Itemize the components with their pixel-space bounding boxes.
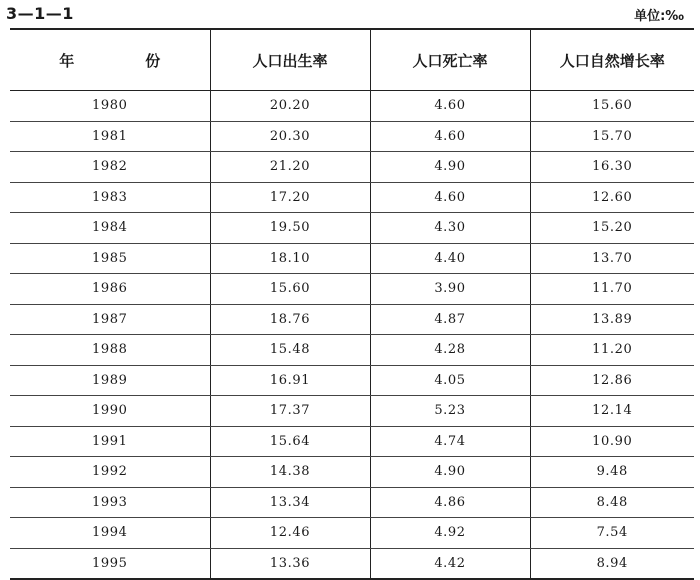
table-row <box>10 243 694 274</box>
year-cell: 1993 <box>10 487 210 518</box>
table-row <box>10 152 694 183</box>
death-rate-cell: 4.87 <box>370 304 530 335</box>
year-cell: 1990 <box>10 396 210 427</box>
table-row <box>10 304 694 335</box>
birth-rate-cell: 14.38 <box>210 457 370 488</box>
year-cell: 1980 <box>10 91 210 122</box>
natural-growth-rate-cell: 12.14 <box>530 396 694 427</box>
year-cell: 1989 <box>10 365 210 396</box>
birth-rate-cell: 17.20 <box>210 182 370 213</box>
death-rate-cell: 4.30 <box>370 213 530 244</box>
death-rate-cell: 4.28 <box>370 335 530 366</box>
birth-rate-cell: 21.20 <box>210 152 370 183</box>
table-row <box>10 91 694 122</box>
birth-rate-cell: 20.30 <box>210 121 370 152</box>
unit-label: 单位:‰ <box>634 9 684 24</box>
table-header <box>10 29 694 91</box>
birth-rate-cell: 18.76 <box>210 304 370 335</box>
death-rate-cell: 4.42 <box>370 548 530 579</box>
year-cell: 1982 <box>10 152 210 183</box>
death-rate-cell: 4.90 <box>370 457 530 488</box>
table-row <box>10 457 694 488</box>
table-row <box>10 548 694 579</box>
table-row <box>10 182 694 213</box>
table-row <box>10 487 694 518</box>
natural-growth-rate-cell: 7.54 <box>530 518 694 549</box>
natural-growth-rate-cell: 11.70 <box>530 274 694 305</box>
header-row <box>10 29 694 91</box>
birth-rate-cell: 20.20 <box>210 91 370 122</box>
year-cell: 1984 <box>10 213 210 244</box>
natural-growth-rate-cell: 12.86 <box>530 365 694 396</box>
table-number: 3—1—1 <box>6 4 74 23</box>
death-rate-cell: 4.60 <box>370 91 530 122</box>
death-rate-cell: 4.86 <box>370 487 530 518</box>
natural-growth-rate-cell: 12.60 <box>530 182 694 213</box>
year-cell: 1986 <box>10 274 210 305</box>
header-death-rate: 人口死亡率 <box>370 29 530 91</box>
birth-rate-cell: 13.36 <box>210 548 370 579</box>
natural-growth-rate-cell: 15.70 <box>530 121 694 152</box>
death-rate-cell: 3.90 <box>370 274 530 305</box>
death-rate-cell: 4.92 <box>370 518 530 549</box>
year-cell: 1991 <box>10 426 210 457</box>
natural-growth-rate-cell: 15.60 <box>530 91 694 122</box>
natural-growth-rate-cell: 15.20 <box>530 213 694 244</box>
year-cell: 1983 <box>10 182 210 213</box>
birth-rate-cell: 15.48 <box>210 335 370 366</box>
natural-growth-rate-cell: 8.94 <box>530 548 694 579</box>
birth-rate-cell: 19.50 <box>210 213 370 244</box>
table-row <box>10 121 694 152</box>
header-natural-growth-rate: 人口自然增长率 <box>530 29 694 91</box>
year-cell: 1985 <box>10 243 210 274</box>
table-row <box>10 365 694 396</box>
birth-rate-cell: 17.37 <box>210 396 370 427</box>
birth-rate-cell: 15.60 <box>210 274 370 305</box>
table-row <box>10 213 694 244</box>
year-cell: 1981 <box>10 121 210 152</box>
table-row <box>10 396 694 427</box>
natural-growth-rate-cell: 10.90 <box>530 426 694 457</box>
population-rate-table <box>10 28 694 580</box>
year-cell: 1994 <box>10 518 210 549</box>
death-rate-cell: 4.60 <box>370 121 530 152</box>
table-body <box>10 91 694 580</box>
death-rate-cell: 4.05 <box>370 365 530 396</box>
birth-rate-cell: 12.46 <box>210 518 370 549</box>
natural-growth-rate-cell: 13.70 <box>530 243 694 274</box>
year-cell: 1987 <box>10 304 210 335</box>
birth-rate-cell: 18.10 <box>210 243 370 274</box>
natural-growth-rate-cell: 8.48 <box>530 487 694 518</box>
year-cell: 1995 <box>10 548 210 579</box>
death-rate-cell: 4.74 <box>370 426 530 457</box>
death-rate-cell: 5.23 <box>370 396 530 427</box>
table-row <box>10 426 694 457</box>
natural-growth-rate-cell: 11.20 <box>530 335 694 366</box>
natural-growth-rate-cell: 16.30 <box>530 152 694 183</box>
birth-rate-cell: 13.34 <box>210 487 370 518</box>
death-rate-cell: 4.40 <box>370 243 530 274</box>
natural-growth-rate-cell: 13.89 <box>530 304 694 335</box>
table-row <box>10 274 694 305</box>
header-birth-rate: 人口出生率 <box>210 29 370 91</box>
birth-rate-cell: 16.91 <box>210 365 370 396</box>
natural-growth-rate-cell: 9.48 <box>530 457 694 488</box>
death-rate-cell: 4.60 <box>370 182 530 213</box>
table-row <box>10 518 694 549</box>
death-rate-cell: 4.90 <box>370 152 530 183</box>
table-row <box>10 335 694 366</box>
year-cell: 1988 <box>10 335 210 366</box>
birth-rate-cell: 15.64 <box>210 426 370 457</box>
header-year: 年 份 <box>10 29 210 91</box>
year-cell: 1992 <box>10 457 210 488</box>
